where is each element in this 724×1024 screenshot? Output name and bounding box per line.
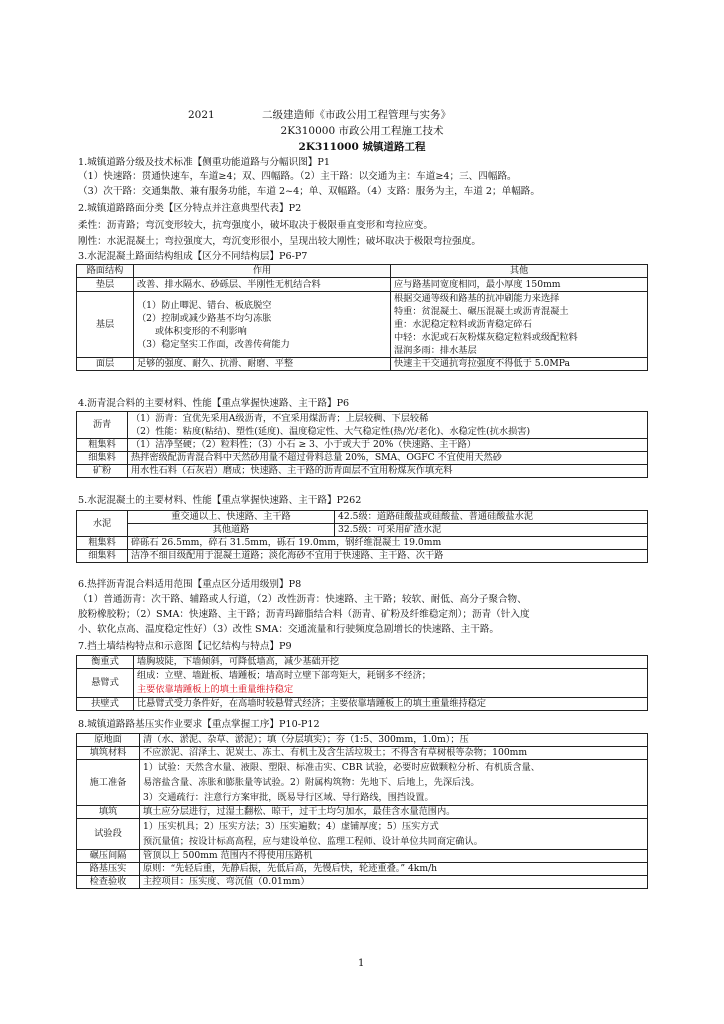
- s8-r7-name: 路基压实: [77, 863, 140, 876]
- s3-base-req4: 中轻：水泥或石灰粉煤灰稳定粒料或级配粒料: [394, 332, 578, 343]
- s5-coarse-text: 碎砾石 26.5mm，碎石 31.5mm，砾石 19.0mm，钢纤维混凝土 19.0mm: [128, 537, 648, 550]
- s8-r1-text: 清（水、淤泥、杂草、淤泥）；填（分层填实）；夯（1:5、300mm，1.0m）；压: [140, 734, 648, 747]
- s2-line1: 柔性：沥青路；弯沉变形较大，抗弯强度小，破坏取决于极限垂直变形和弯拉应变。: [78, 220, 433, 231]
- s8-heading: 8.城镇道路路基压实作业要求【重点掌握工序】P10-P12: [78, 719, 320, 730]
- s3-base-func4: （3）稳定坚实工作面，改善传荷能力: [137, 338, 290, 350]
- s8-r8-text: 主控项目：压实度、弯沉值（0.01mm）: [140, 876, 648, 889]
- s8-r6-name: 碾压间隔: [77, 850, 140, 863]
- s8-r6-text: 管顶以上 500mm 范围内不得使用压路机: [140, 850, 648, 863]
- s5-heading: 5.水泥混凝土的主要材料、性能【重点掌握快速路、主干路】P262: [78, 495, 362, 506]
- s4-r4-name: 矿粉: [77, 465, 128, 478]
- s8-r2-text: 不应淤泥、沼泽土、泥炭土、冻土、有机土及含生活垃圾土；不得含有草树根等杂物；100mm: [140, 747, 648, 760]
- doc-title: 二级建造师《市政公用工程管理与实务》: [262, 109, 451, 121]
- s4-r1-line2: （2）性能：粘度(粘结)、塑性(延度)、温度稳定性、大气稳定性(热/光/老化)、水稳定性(抗水损害): [131, 426, 531, 437]
- s4-r2-name: 粗集料: [77, 439, 128, 452]
- doc-code1: 2K310000 市政公用工程施工技术: [280, 125, 444, 137]
- s5-fine-name: 细集料: [77, 550, 128, 563]
- s3-base-req3: 重：水泥稳定粒料或沥青稳定碎石: [394, 319, 532, 330]
- s3-base-func2: （2）控制或减少路基不均匀冻胀: [137, 312, 272, 324]
- s3-cushion-func: 改善、排水隔水、砂砾层、半刚性无机结合料: [134, 278, 391, 292]
- doc-code2: 2K311000 城镇道路工程: [298, 141, 426, 153]
- s8-r2-name: 填筑材料: [77, 747, 140, 760]
- s4-r3-text: 热拌密级配沥青混合料中天然砂用量不超过骨料总量 20%，SMA、OGFC 不宜使用天然砂: [128, 452, 648, 465]
- s5-fine-text: 洁净不细目级配用于混凝土道路；淡化海砂不宜用于快速路、主干路、次干路: [128, 550, 648, 563]
- s8-r8-name: 检查验收: [77, 876, 140, 889]
- s1-heading: 1.城镇道路分级及技术标准【侧重功能道路与分幅识图】P1: [78, 157, 330, 168]
- s4-heading: 4.沥青混合料的主要材料、性能【重点掌握快速路、主干路】P6: [78, 398, 350, 409]
- s3-cushion-req: 应与路基同宽度相同，最小厚度 150mm: [391, 278, 648, 292]
- s3-table: [76, 264, 648, 371]
- s7-r2-line2: 主要依靠墙踵板上的填土重量维持稳定: [137, 684, 294, 695]
- s5-c2-right: 32.5级：可采用矿渣水泥: [335, 524, 648, 537]
- s5-coarse-name: 粗集料: [77, 537, 128, 550]
- s7-r2-line1: 组成：立壁、墙趾板、墙踵板；墙高时立壁下部弯矩大，耗钢多不经济；: [137, 670, 431, 681]
- s5-table: [76, 510, 648, 563]
- s7-r3-text: 比悬臂式受力条件好，在高墙时较悬臂式经济；主要依靠墙踵板上的填土重量维持稳定: [134, 698, 648, 711]
- s8-r5-line2: 预沉量值；按设计标高高程，应与建设单位、监理工程师、设计单位共同商定确认。: [143, 836, 483, 847]
- s3-heading: 3.水泥混凝土路面结构组成【区分不同结构层】P6-P7: [78, 251, 308, 262]
- s7-r3-name: 扶壁式: [77, 698, 134, 711]
- s3-base-req2: 特重：贫混凝土、碾压混凝土或沥青混凝土: [394, 306, 569, 317]
- s6-line2: 胶粉橡胶粉；（2）SMA：快速路、主干路；沥青玛蹄脂结合料（沥青、矿粉及纤维稳定剂）；沥青（针入度: [78, 609, 530, 620]
- doc-year: 2021: [188, 109, 215, 121]
- s4-r1-line1: （1）沥青：宜优先采用A级沥青，不宜采用煤沥青；上层较稠、下层较稀: [131, 413, 429, 424]
- s6-line1: （1）普通沥青：次干路、辅路或人行道，（2）改性沥青：快速路、主干路；较软、耐低、高分子聚合物、: [78, 594, 527, 605]
- s8-r3-line3: 3）交通疏行：注意行方案审批，既易导行区域、导行路线，围挡设置。: [143, 792, 434, 803]
- s8-r3-name: 施工准备: [77, 760, 140, 806]
- s8-r1-name: 原地面: [77, 734, 140, 747]
- s8-r3-line1: 1）试验：天然含水量、液限、塑限、标准击实、CBR 试验，必要时应做颗粒分析、有机质含量、: [143, 762, 540, 773]
- s4-r1-name: 沥青: [77, 412, 128, 439]
- s3-col-req: 其他: [391, 265, 648, 278]
- s8-r4-name: 填筑: [77, 806, 140, 819]
- s5-cement-name: 水泥: [77, 511, 128, 537]
- s1-line1: （1）快速路：贯通快速车，车道≥4；双、四幅路。（2）主干路：以交通为主：车道≥4；三、四幅路。: [78, 171, 517, 182]
- s7-r2-name: 悬臂式: [77, 669, 134, 698]
- s3-surface-name: 面层: [77, 358, 134, 371]
- s5-c2-left: 其他道路: [128, 524, 335, 537]
- s3-surface-req: 快速主干交通抗弯拉强度不得低于 5.0MPa: [391, 358, 648, 371]
- s1-line2: （3）次干路：交通集散、兼有服务功能，车道 2~4；单、双幅路。（4）支路：服务为主，车道 2；单幅路。: [78, 186, 540, 197]
- s3-cushion-name: 垫层: [77, 278, 134, 292]
- s7-table: [76, 655, 648, 711]
- s5-c1-left: 重交通以上、快速路、主干路: [128, 511, 335, 524]
- s7-r1-name: 衡重式: [77, 656, 134, 669]
- s4-r3-name: 细集料: [77, 452, 128, 465]
- s7-heading: 7.挡土墙结构特点和示意图【记忆结构与特点】P9: [78, 641, 292, 652]
- s3-base-name: 基层: [77, 292, 134, 358]
- s8-r5-line1: 1）压实机具；2）压实方法；3）压实遍数；4）虚铺厚度；5）压实方式: [143, 821, 439, 832]
- s3-base-func1: （1）防止唧泥、错台、板底脱空: [137, 299, 272, 311]
- s8-table: [76, 733, 648, 889]
- s8-r4-text: 填土应分层进行，过湿土翻松、晾干，过干土均匀加水，最佳含水量范围内。: [140, 806, 648, 819]
- s8-r5-name: 试验段: [77, 819, 140, 850]
- s4-table: [76, 411, 648, 478]
- s2-line2: 刚性：水泥混凝土；弯拉强度大，弯沉变形很小，呈现出较大刚性；破坏取决于极限弯拉强度。: [78, 236, 481, 247]
- s7-r1-text: 墙胸坡陡，下墙倾斜，可降低墙高，减少基础开挖: [134, 656, 648, 669]
- s5-c1-right: 42.5级：道路硅酸盐或硅酸盐、普通硅酸盐水泥: [335, 511, 648, 524]
- s4-r4-text: 用水性石料（石灰岩）磨成；快速路、主干路的沥青面层不宜用粉煤灰作填充料: [128, 465, 648, 478]
- s3-base-req5: 湿润多雨：排水基层: [394, 345, 477, 356]
- s3-surface-func: 足够的强度、耐久、抗滑、耐磨、平整: [134, 358, 391, 371]
- s6-line3: 小、软化点高、温度稳定性好）（3）改性 SMA：交通流量和行驶频度急剧增长的快速路、主干路。: [78, 624, 500, 635]
- s8-r3-line2: 易溶盐含量、冻胀和膨胀量等试验。2）附属构筑物：先地下、后地上，先深后浅。: [143, 777, 480, 788]
- s8-r7-text: 原则：“先轻后重，先静后振，先低后高，先慢后快，轮迹重叠。” 4km/h: [140, 863, 648, 876]
- s3-base-req1: 根据交通等级和路基的抗冲刷能力来选择: [394, 293, 560, 304]
- s3-base-func3: 或体积变形的不利影响: [155, 325, 247, 337]
- s2-heading: 2.城镇道路路面分类【区分特点并注意典型代表】P2: [78, 203, 302, 214]
- page-number: 1: [358, 958, 365, 969]
- s3-col-layer: 路面结构: [77, 265, 134, 278]
- s3-col-func: 作用: [134, 265, 391, 278]
- s4-r2-text: （1）洁净坚硬；（2）粒料性；（3）小石 ≥ 3、小于或大于 20%（快速路、主干路）: [128, 439, 648, 452]
- s6-heading: 6.热拌沥青混合料适用范围【重点区分适用级别】P8: [78, 579, 302, 590]
